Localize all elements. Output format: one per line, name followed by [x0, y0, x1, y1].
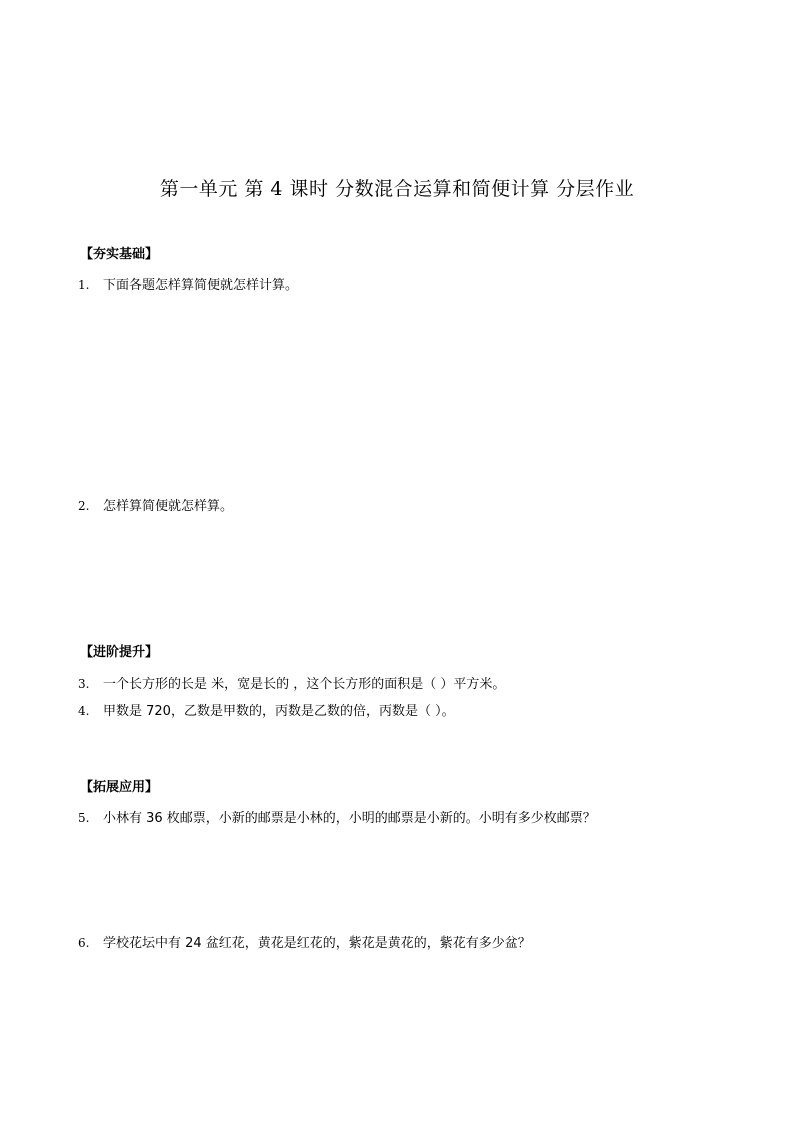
- question-text: 学校花坛中有 24 盆红花，黄花是红花的，紫花是黄花的，紫花有多少盆？: [103, 936, 531, 951]
- question-4: [78, 700, 455, 719]
- question-number: 6.: [78, 936, 90, 950]
- section-heading-extension: 【拓展应用】: [80, 780, 159, 795]
- question-number: 5.: [78, 811, 90, 825]
- question-2: [78, 495, 233, 514]
- question-text: 一个长方形的长是 米，宽是长的 ，这个长方形的面积是（ ）平方米。: [103, 677, 506, 692]
- question-text: 下面各题怎样算简便就怎样计算。: [103, 278, 299, 293]
- question-1: [78, 274, 298, 293]
- section-heading-advanced: 【进阶提升】: [80, 645, 159, 660]
- question-text: 怎样算简便就怎样算。: [103, 499, 234, 514]
- question-number: 1.: [78, 278, 90, 292]
- question-text: 甲数是 720，乙数是甲数的，丙数是乙数的倍，丙数是（ ）。: [103, 704, 455, 719]
- section-heading-basic: 【夯实基础】: [80, 247, 159, 262]
- question-number: 4.: [78, 704, 90, 718]
- question-number: 2.: [78, 499, 90, 513]
- page-title: 第一单元 第 4 课时 分数混合运算和简便计算 分层作业: [159, 178, 635, 200]
- question-text: 小林有 36 枚邮票，小新的邮票是小林的，小明的邮票是小新的。小明有多少枚邮票？: [103, 811, 596, 826]
- question-number: 3.: [78, 677, 90, 691]
- question-6: [78, 932, 531, 951]
- question-3: [78, 673, 505, 692]
- question-5: [78, 807, 596, 826]
